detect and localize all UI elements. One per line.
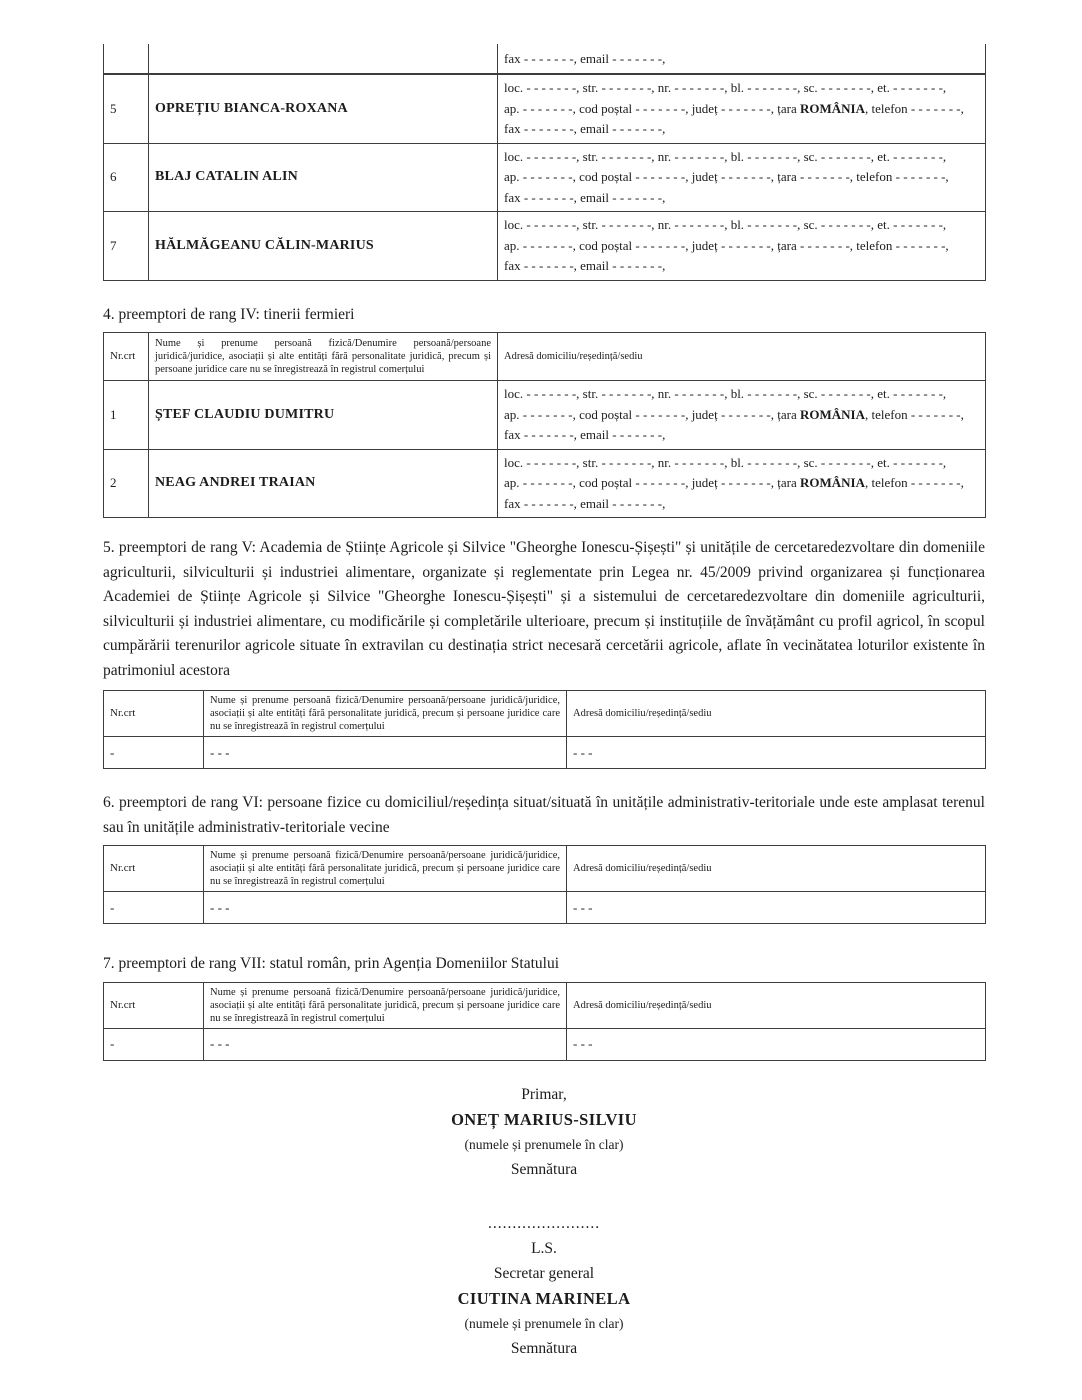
preemptor-name-cell: - - - [204,1028,567,1060]
table-row-partial [104,44,986,74]
section4-heading: 4. preemptori de rang IV: tinerii fermieri [103,305,355,323]
row-number-cell: 6 [104,143,149,212]
address-line-ap [504,405,979,426]
address-line-loc: loc. - - - - - - -, str. - - - - - - -, nr. - - - - - - -, bl. - - - - - - -, sc. - - - - - - -, et. - - - - - - -, [504,80,947,95]
header-nr-crt: Nr.crt [104,691,204,737]
table-row-empty [104,737,986,769]
header-nr-crt: Nr.crt [104,982,204,1028]
country-name: ROMÂNIA [799,406,865,422]
preemptor-name-cell: OPREȚIU BIANCA-ROXANA [149,74,498,143]
table-row [104,74,986,143]
row-number-cell: - [104,892,204,924]
preemptors-rank4-table [103,332,986,518]
header-address: Adresă domiciliu/reședință/sediu [567,846,986,892]
signature-dotted-line: ....................... [487,1214,601,1232]
secretar-name-note: (numele și prenumele în clar) [464,1315,624,1331]
header-nr-crt: Nr.crt [104,333,149,381]
address-cell [498,381,986,450]
address-line-loc: loc. - - - - - - -, str. - - - - - - -, nr. - - - - - - -, bl. - - - - - - -, sc. - - - - - - -, et. - - - - - - -, [504,386,947,401]
country-name: ROMÂNIA [799,475,865,490]
header-name: Nume și prenume persoană fizică/Denumire persoană/persoane juridică/juridice, asociații și alte entități fără personalitate juridică, precum și persoane juridice care nu se înregistrează în registrul comerțului [149,333,498,381]
row-number-cell: 5 [104,74,149,143]
address-line-ap [504,99,979,120]
ls-stamp-label: L.S. [531,1239,557,1257]
address-ap-pre: ap. - - - - - - -, cod poștal - - - - - - -, județ - - - - - - -, țara [504,406,800,422]
address-ap-pre: ap. - - - - - - -, cod poștal - - - - - - -, județ - - - - - - -, țara [504,475,800,490]
preemptor-name-cell: ȘTEF CLAUDIU DUMITRU [149,381,498,450]
row-number-cell: - [104,737,204,769]
section7-heading: 7. preemptori de rang VII: statul român, prin Agenția Domeniilor Statului [103,955,560,972]
preemptor-name-cell: - - - [204,737,567,769]
preemptor-name-cell: BLAJ CATALIN ALIN [149,143,498,212]
address-ap-pre: ap. - - - - - - -, cod poștal - - - - - - -, județ - - - - - - -, țara - - - - - - -, telefon - - - - - - -, [504,169,949,184]
header-nr-crt: Nr.crt [104,846,204,892]
table-row [104,212,986,281]
header-address: Adresă domiciliu/reședință/sediu [498,333,986,381]
address-line-loc: loc. - - - - - - -, str. - - - - - - -, nr. - - - - - - -, bl. - - - - - - -, sc. - - - - - - -, et. - - - - - - -, [504,148,947,164]
row-number-cell: 2 [104,449,149,518]
row-number-cell: - [104,1028,204,1060]
section5-heading: 5. preemptori de rang V: Academia de Științe Agricole și Silvice "Gheorghe Ionescu-Șișești" și unitățile de cercetaredezvoltare din domeniile agriculturii, silviculturii și industriei alimentare, organizate și reglementate prin Legea nr. 45/2009 privind organizarea și funcționarea Academiei de Științe Agricole și Silvice "Gheorghe Ionescu-Șișești" și a sistemului de cercetaredezvoltare din domeniile agriculturii, silviculturii și industriei alimentare, cu modificările și completările ulterioare, precum și instituțiile de învățământ cu profil agricol, în scopul cumpărării terenurilor agricole situate în extravilan cu destinația strict necesară cercetării agricole, aflate în vecinătatea loturilor existente în patrimoniul acestora [103,539,985,679]
row-number-cell: 1 [104,381,149,450]
header-name: Nume și prenume persoană fizică/Denumire persoană/persoane juridică/juridice, asociații și alte entități fără personalitate juridică, precum și persoane juridice care nu se înregistrează în registrul comerțului [204,691,567,737]
primar-signature-label: Semnătura [510,1160,578,1178]
preemptor-name-cell [149,44,498,74]
table-row-empty [104,892,986,924]
address-line-fax: fax - - - - - - -, email - - - - - - -, [504,495,666,511]
header-address: Adresă domiciliu/reședință/sediu [567,691,986,737]
header-name: Nume și prenume persoană fizică/Denumire persoană/persoane juridică/juridice, asociații și alte entități fără personalitate juridică, precum și persoane juridice care nu se înregistrează în registrul comerțului [204,846,567,892]
address-line-ap [504,167,979,188]
address-line-loc: loc. - - - - - - -, str. - - - - - - -, nr. - - - - - - -, bl. - - - - - - -, sc. - - - - - - -, et. - - - - - - -, [504,217,947,232]
address-line-fax: fax - - - - - - -, email - - - - - - -, [504,121,666,136]
primar-title: Primar, [521,1085,567,1103]
secretar-signature-label: Semnătura [510,1339,578,1357]
address-cell [498,74,986,143]
address-cell [498,143,986,212]
table-row-empty [104,1028,986,1060]
table-header-row [104,691,986,737]
table-header-row [104,982,986,1028]
address-ap-post: , telefon - - - - - - -, [864,406,964,422]
row-number-cell [104,44,149,74]
address-line-fax: fax - - - - - - -, email - - - - - - -, [504,258,666,273]
address-line-loc: loc. - - - - - - -, str. - - - - - - -, nr. - - - - - - -, bl. - - - - - - -, sc. - - - - - - -, et. - - - - - - -, [504,454,947,470]
row-number-cell: 7 [104,212,149,281]
preemptor-name-cell: NEAG ANDREI TRAIAN [149,449,498,518]
preemptors-rank3-continuation-table [103,44,986,281]
table-header-row [104,333,986,381]
address-cell: - - - [567,1028,986,1060]
preemptor-name-cell: - - - [204,892,567,924]
header-name: Nume și prenume persoană fizică/Denumire persoană/persoane juridică/juridice, asociații și alte entități fără personalitate juridică, precum și persoane juridice care nu se înregistrează în registrul comerțului [204,982,567,1028]
section6-heading: 6. preemptori de rang VI: persoane fizice cu domiciliul/reședința situat/situată în unitățile administrativ-teritoriale unde este amplasat terenul sau în unitățile administrativ-teritoriale vecine [103,794,985,836]
table-row [104,381,986,450]
preemptors-rank5-table [103,690,986,769]
address-line-ap [504,473,979,494]
primar-name: ONEȚ MARIUS-SILVIU [451,1109,637,1129]
address-ap-post: , telefon - - - - - - -, [864,475,964,490]
address-ap-post: , telefon - - - - - - -, [864,100,964,116]
address-ap-pre: ap. - - - - - - -, cod poștal - - - - - - -, județ - - - - - - -, țara - - - - - - -, telefon - - - - - - -, [504,237,949,253]
primar-name-note: (numele și prenumele în clar) [464,1136,624,1152]
address-cell [498,44,986,74]
table-header-row [104,846,986,892]
signature-block [103,1087,985,1357]
address-ap-pre: ap. - - - - - - -, cod poștal - - - - - - -, județ - - - - - - -, țara [504,100,800,116]
address-line-ap [504,236,979,257]
address-line-fax: fax - - - - - - -, email - - - - - - -, [504,50,666,66]
address-cell: - - - [567,737,986,769]
secretar-title: Secretar general [493,1264,595,1282]
preemptors-rank6-table [103,845,986,924]
preemptor-name-cell: HĂLMĂGEANU CĂLIN-MARIUS [149,212,498,281]
address-line-fax: fax - - - - - - -, email - - - - - - -, [504,427,666,442]
address-cell [498,212,986,281]
table-row [104,143,986,212]
table-row [104,449,986,518]
address-line-fax: fax - - - - - - -, email - - - - - - -, [504,189,666,205]
address-cell [498,449,986,518]
preemptors-rank7-table [103,982,986,1061]
secretar-name: CIUTINA MARINELA [457,1288,631,1308]
country-name: ROMÂNIA [799,100,865,116]
header-address: Adresă domiciliu/reședință/sediu [567,982,986,1028]
address-cell: - - - [567,892,986,924]
